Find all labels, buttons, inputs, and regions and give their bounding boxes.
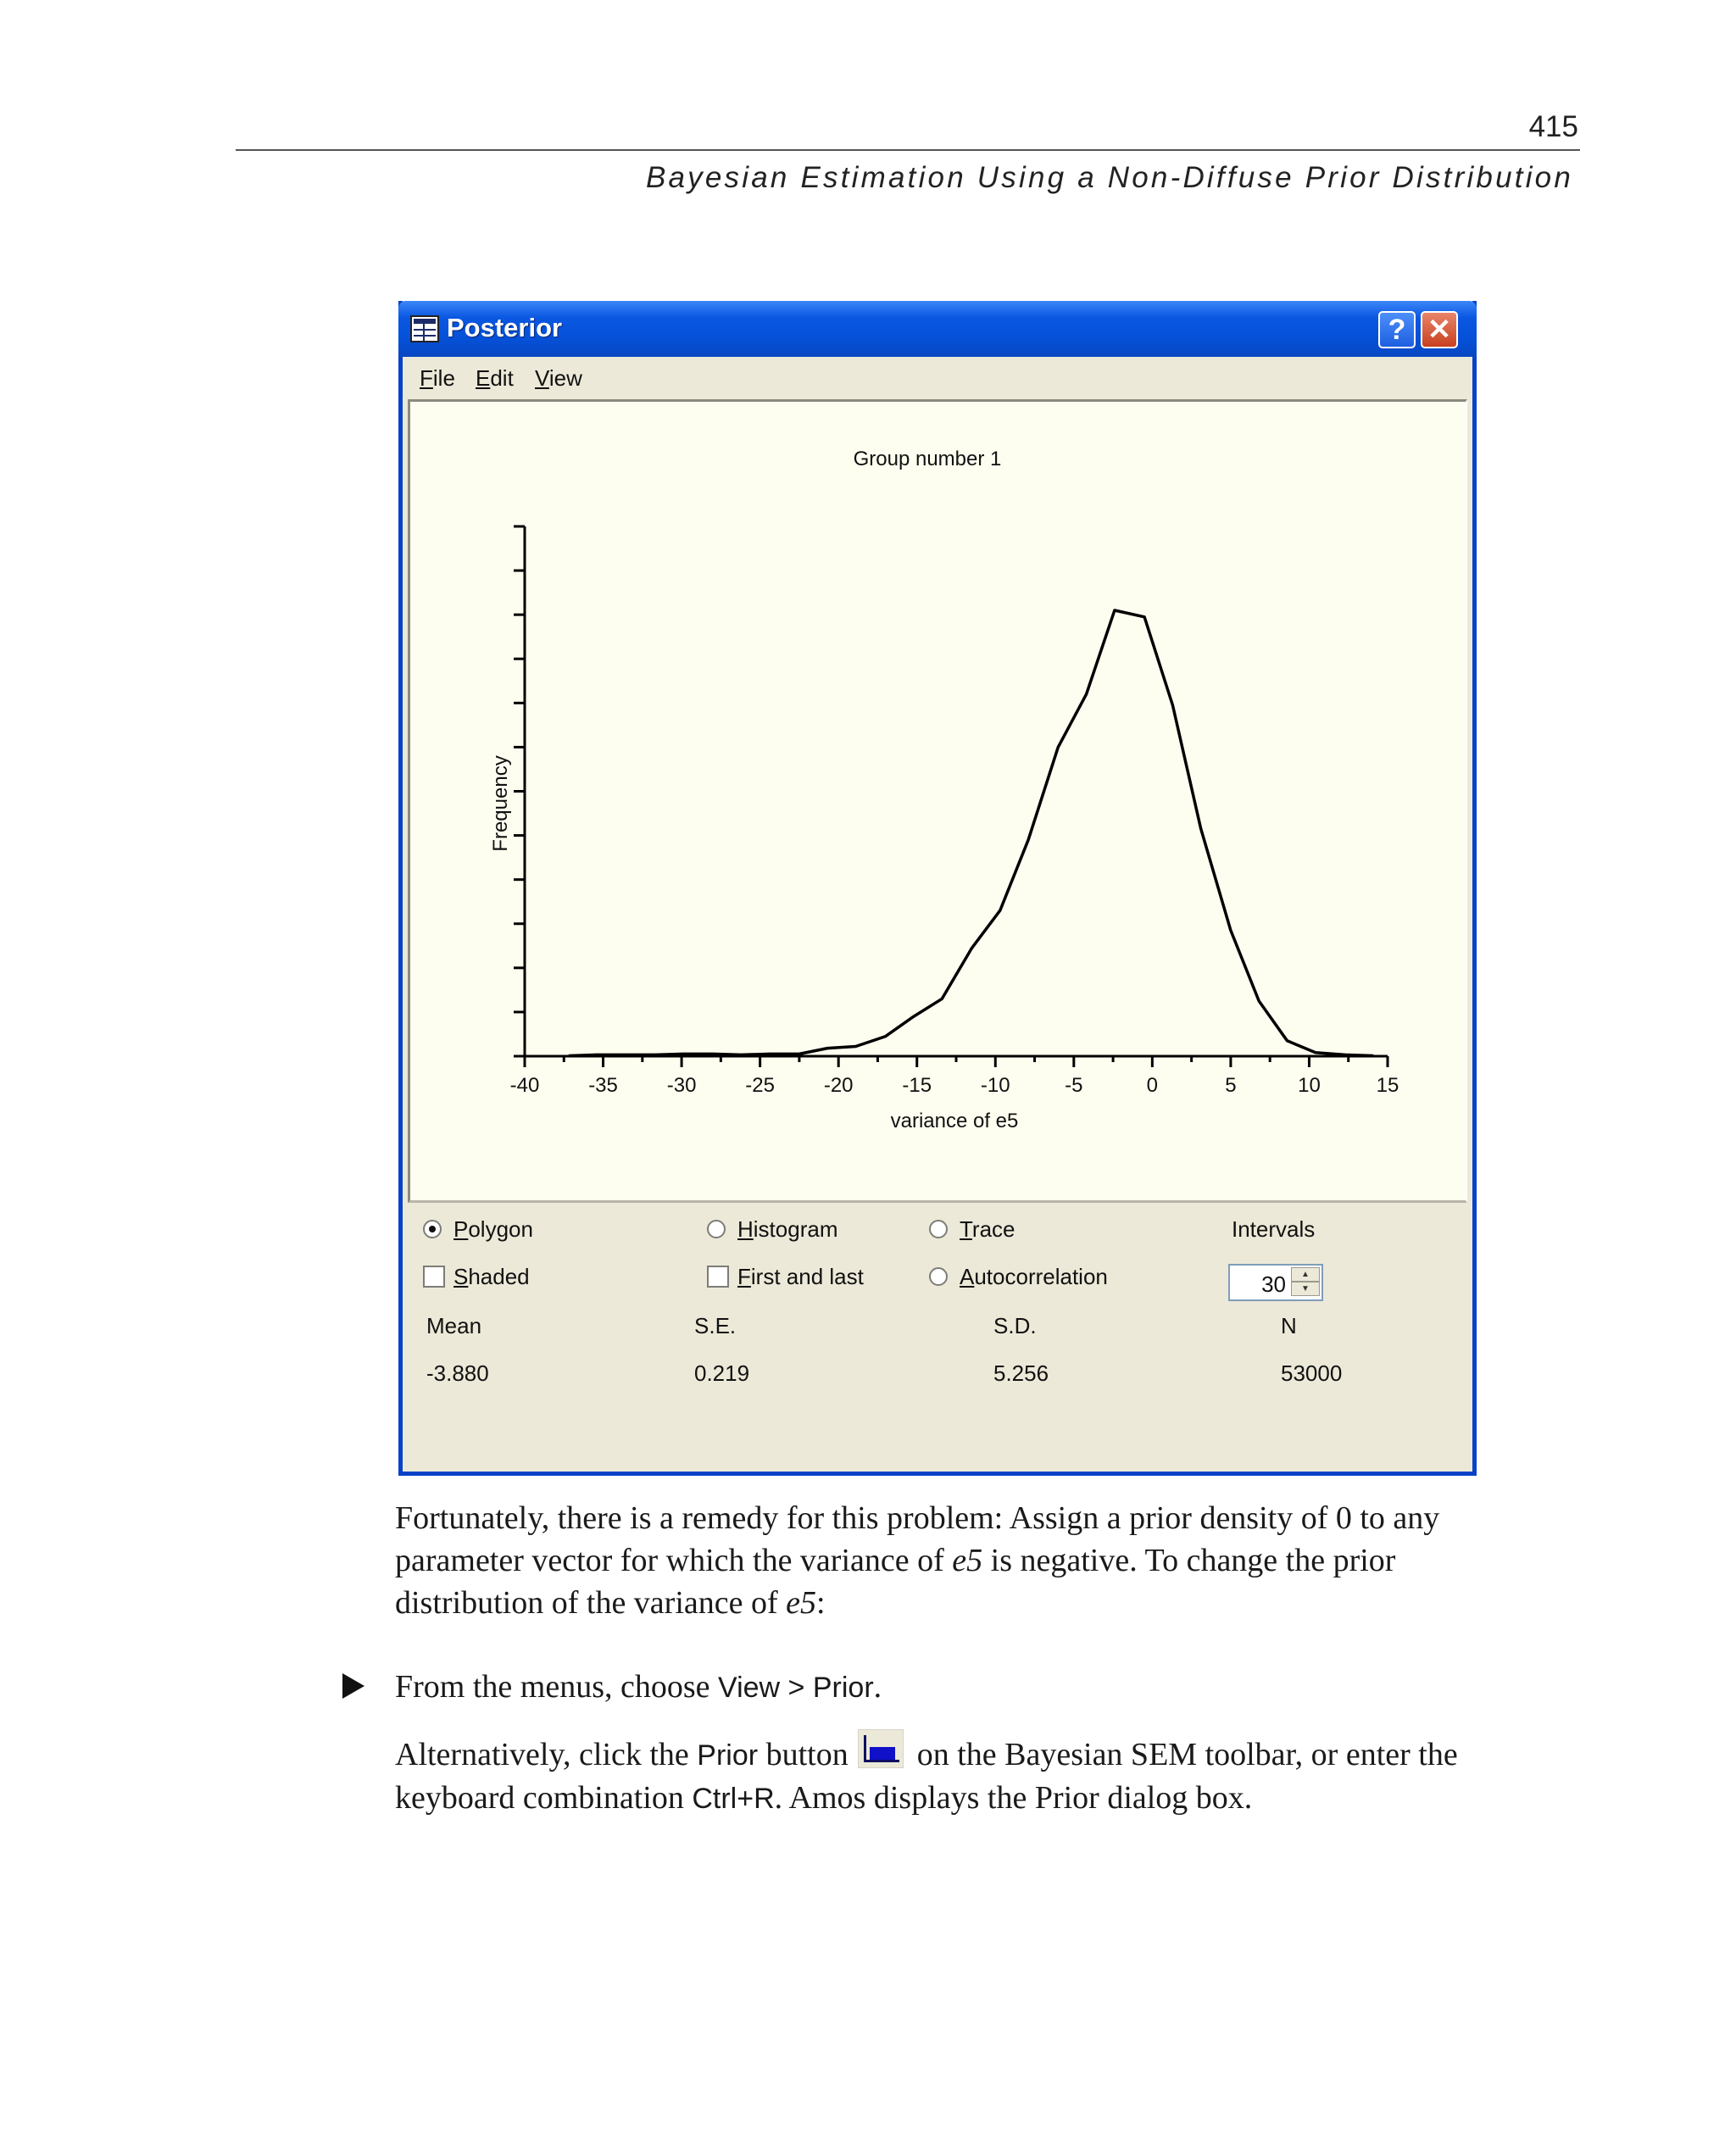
data-point [596, 1054, 598, 1056]
radio-icon[interactable] [929, 1267, 948, 1286]
chart-title: Group number 1 [853, 448, 1002, 470]
data-point [855, 1046, 857, 1048]
sd-value: 5.256 [993, 1360, 1049, 1386]
data-point [1258, 1000, 1260, 1002]
se-value: 0.219 [694, 1360, 750, 1386]
data-point [1114, 609, 1116, 611]
data-point [1058, 747, 1060, 748]
posterior-chart [410, 402, 1466, 1201]
intervals-spinner[interactable] [1228, 1264, 1323, 1301]
mean-header: Mean [426, 1313, 482, 1338]
window-title: Posterior [447, 313, 563, 342]
x-tick-label: 10 [1298, 1074, 1321, 1097]
step-choose-prior: From the menus, choose View > Prior. [395, 1669, 882, 1705]
spin-down-icon[interactable]: ▼ [1291, 1282, 1320, 1296]
close-icon[interactable]: ✕ [1421, 311, 1458, 348]
data-point [942, 998, 943, 999]
title-bar[interactable] [398, 301, 1477, 357]
data-point [682, 1054, 684, 1055]
radio-icon[interactable] [707, 1220, 726, 1238]
n-header: N [1281, 1313, 1297, 1338]
data-point [568, 1055, 570, 1057]
data-point [826, 1048, 828, 1049]
data-point [798, 1054, 800, 1055]
controls-panel: Polygon Histogram Trace Intervals Shaded First and last Autocorrelation 30 ▲ ▼ Mean S.E. S.D. N -3.880 0.219 5.256 53000 [403, 1216, 1472, 1471]
intervals-value[interactable]: 30 [1261, 1271, 1286, 1297]
prior-button-icon[interactable] [858, 1729, 904, 1768]
menu-edit[interactable]: Edit [476, 365, 514, 391]
menu-file[interactable]: File [420, 365, 455, 391]
data-point [1143, 616, 1145, 618]
spin-up-icon[interactable]: ▲ [1291, 1267, 1320, 1282]
se-header: S.E. [694, 1313, 737, 1338]
x-tick-label: 0 [1146, 1074, 1159, 1097]
header-rule [236, 149, 1580, 151]
page-number: 415 [1528, 110, 1578, 143]
x-tick-label: -5 [1065, 1074, 1083, 1097]
x-tick-label: 15 [1376, 1074, 1399, 1097]
radio-icon[interactable] [929, 1220, 948, 1238]
chart-xlabel: variance of e5 [890, 1110, 1019, 1132]
data-point [769, 1054, 771, 1055]
paragraph-alternative: Alternatively, click the Prior button on the Bayesian SEM toolbar, or enter the keyboard combination Ctrl+R. Amos displays the Prior dialog box. [395, 1729, 1582, 1820]
checkbox-icon[interactable] [423, 1266, 445, 1288]
n-value: 53000 [1281, 1360, 1343, 1386]
data-point [1287, 1040, 1288, 1042]
data-point [741, 1054, 743, 1056]
chart-panel [408, 399, 1467, 1203]
data-point [1373, 1055, 1375, 1057]
x-tick-label: -40 [509, 1074, 540, 1097]
data-point [1344, 1054, 1346, 1056]
data-point [913, 1015, 915, 1017]
mean-value: -3.880 [426, 1360, 489, 1386]
posterior-polygon-line [569, 610, 1374, 1056]
data-point [1027, 839, 1029, 841]
data-point [1172, 704, 1174, 706]
x-tick-label: -25 [745, 1074, 775, 1097]
x-tick-label: -15 [902, 1074, 932, 1097]
intervals-label: Intervals [1232, 1216, 1316, 1242]
menu-bar [403, 357, 1472, 396]
x-tick-label: -35 [588, 1074, 618, 1097]
data-point [712, 1054, 714, 1055]
x-tick-label: -20 [823, 1074, 854, 1097]
data-point [885, 1036, 887, 1038]
data-point [1200, 828, 1202, 830]
window-grid-icon[interactable] [410, 315, 439, 342]
data-point [626, 1054, 628, 1056]
menu-view[interactable]: View [535, 365, 582, 391]
triangle-bullet-icon [342, 1673, 364, 1699]
chart-ylabel: Frequency [489, 755, 512, 852]
x-tick-label: -10 [980, 1074, 1010, 1097]
checkbox-icon[interactable] [707, 1266, 729, 1288]
data-point [1315, 1052, 1316, 1054]
data-point [999, 910, 1001, 911]
data-point [654, 1054, 656, 1056]
running-title: Bayesian Estimation Using a Non-Diffuse Prior Distribution [645, 161, 1573, 194]
sd-header: S.D. [993, 1313, 1037, 1338]
help-icon[interactable]: ? [1378, 311, 1416, 348]
radio-selected-icon[interactable] [423, 1220, 442, 1238]
data-point [1230, 930, 1232, 932]
x-tick-label: -30 [666, 1074, 697, 1097]
data-point [971, 948, 973, 949]
posterior-window [398, 301, 1477, 1476]
data-point [1086, 693, 1088, 695]
x-tick-label: 5 [1225, 1074, 1237, 1097]
paragraph-remedy: Fortunately, there is a remedy for this problem: Assign a prior density of 0 to any parameter vector for which the variance of e5 is negative. To change the prior distribution of the variance of e5: [395, 1500, 1440, 1621]
